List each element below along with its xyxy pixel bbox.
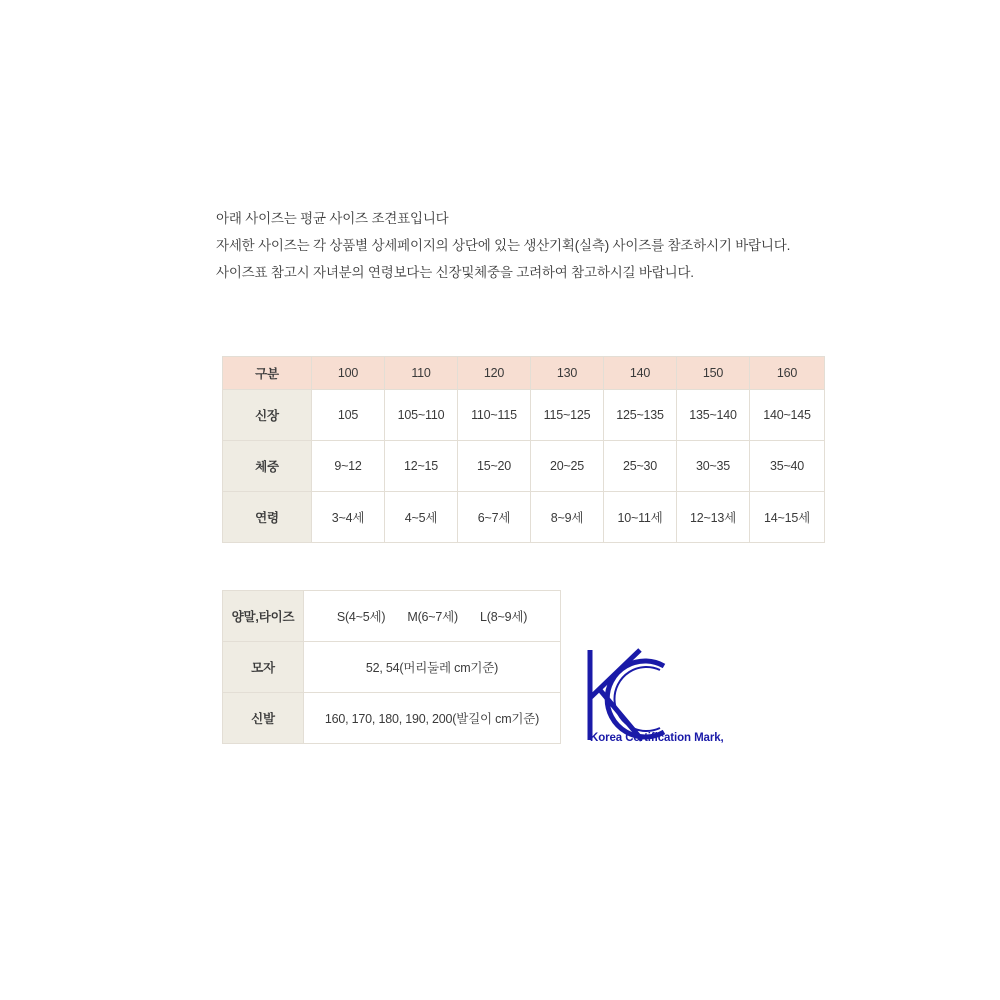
header-cell-160: 160 [750,357,825,390]
header-cell-130: 130 [531,357,604,390]
intro-note-line-1: 아래 사이즈는 평균 사이즈 조견표입니다 [216,211,449,226]
cell-height-140: 125~135 [604,390,677,441]
table-row [223,492,825,543]
accessory-size-table [222,590,561,744]
kc-mark-caption: Korea Certification Mark, [590,732,724,744]
cell-age-150: 12~13세 [677,492,750,543]
table-row [223,390,825,441]
cell-height-150: 135~140 [677,390,750,441]
header-cell-140: 140 [604,357,677,390]
row-label-age: 연령 [223,492,312,543]
row-label-weight: 체중 [223,441,312,492]
cell-age-160: 14~15세 [750,492,825,543]
socks-size-l: L(8~9세) [480,610,528,624]
intro-note-line-2: 자세한 사이즈는 각 상품별 상세페이지의 상단에 있는 생산기획(실측) 사이즈를 참조하시기 바랍니다. [216,238,791,253]
header-cell-110: 110 [385,357,458,390]
table-row [223,591,561,642]
cell-shoes-sizes: 160, 170, 180, 190, 200(발길이 cm기준) [304,693,561,744]
cell-weight-150: 30~35 [677,441,750,492]
cell-age-110: 4~5세 [385,492,458,543]
cell-weight-140: 25~30 [604,441,677,492]
intro-note-line-3: 사이즈표 참고시 자녀분의 연령보다는 신장및체중을 고려하여 참고하시길 바랍니다. [216,265,694,280]
socks-size-m: M(6~7세) [407,610,458,624]
cell-hat-sizes: 52, 54(머리둘레 cm기준) [304,642,561,693]
cell-age-120: 6~7세 [458,492,531,543]
header-cell-120: 120 [458,357,531,390]
header-cell-category: 구분 [223,357,312,390]
intro-notes [216,205,856,286]
cell-height-160: 140~145 [750,390,825,441]
cell-weight-160: 35~40 [750,441,825,492]
header-cell-150: 150 [677,357,750,390]
header-cell-100: 100 [312,357,385,390]
size-chart-table [222,356,825,543]
cell-weight-110: 12~15 [385,441,458,492]
table-row [223,642,561,693]
cell-height-100: 105 [312,390,385,441]
table-row [223,693,561,744]
cell-weight-120: 15~20 [458,441,531,492]
table-row [223,441,825,492]
cell-age-140: 10~11세 [604,492,677,543]
table-header-row [223,357,825,390]
cell-height-130: 115~125 [531,390,604,441]
cell-age-130: 8~9세 [531,492,604,543]
cell-height-110: 105~110 [385,390,458,441]
cell-age-100: 3~4세 [312,492,385,543]
row-label-hat: 모자 [223,642,304,693]
cell-height-120: 110~115 [458,390,531,441]
cell-weight-100: 9~12 [312,441,385,492]
socks-size-s: S(4~5세) [336,610,386,624]
row-label-height: 신장 [223,390,312,441]
row-label-shoes: 신발 [223,693,304,744]
cell-socks-tights-sizes [304,591,561,642]
cell-weight-130: 20~25 [531,441,604,492]
row-label-socks-tights: 양말,타이즈 [223,591,304,642]
